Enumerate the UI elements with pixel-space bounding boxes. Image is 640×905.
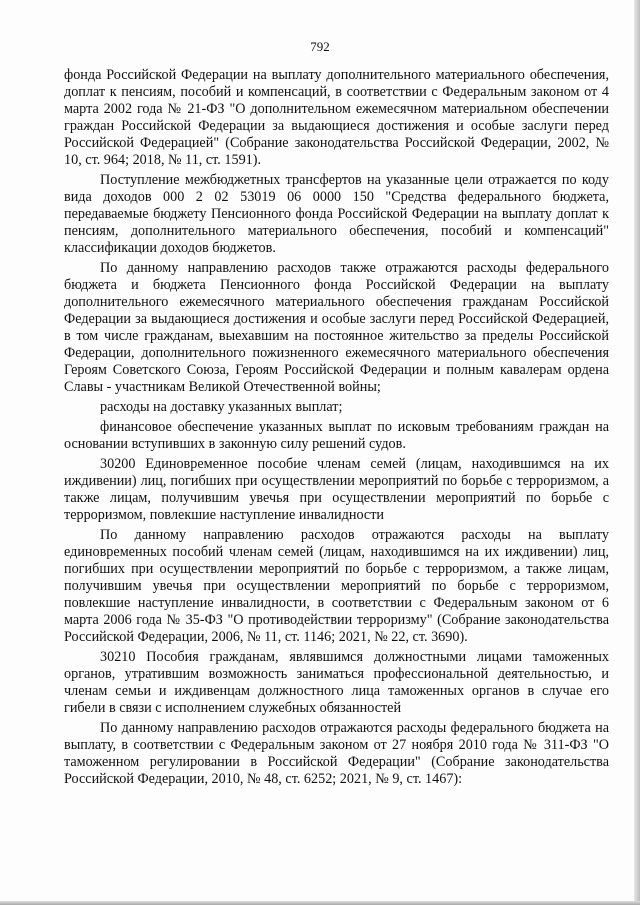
paragraph-intertransfers: Поступление межбюджетных трансфертов на указанные цели отражается по коду вида доходов 000 2 02 53019 06 0000 150 "Средства федерального бюджета, передаваемые бюджету Пенсионного фонда Российской Федерации на выплату доплат к пенсиям, дополнительного материального обеспечения, пособий и компенсаций" классификации доходов бюджетов. <box>64 172 609 256</box>
section-30200-heading: 30200 Единовременное пособие членам семей (лицам, находившимся на их иждивении) лиц, погибших при осуществлении мероприятий по борьбе с терроризмом, а также лицам, получившим увечья при осуществлении мероприятий по борьбе с терроризмом, повлекшие наступление инвалидности <box>64 456 609 523</box>
paragraph-delivery: расходы на доставку указанных выплат; <box>100 399 343 415</box>
paragraph-30210-body: По данному направлению расходов отражаются расходы федерального бюджета на выплату, в соответствии с Федеральным законом от 27 ноября 2010 года № 311-ФЗ "О таможенном регулировании в Российской Федерации" (Собрание законодательства Российской Федерации, 2010, № 48, ст. 6252; 2021, № 9, ст. 1467): <box>64 720 609 787</box>
paragraph-continuation: фонда Российской Федерации на выплату дополнительного материального обеспечения, доплат к пенсиям, пособий и компенсаций, в соответствии с Федеральным законом от 4 марта 2002 года № 21-ФЗ "О дополнительном ежемесячном материальном обеспечении граждан Российской Федерации за выдающиеся достижения и особые заслуги перед Российской Федерацией" (Собрание законодательства Российской Федерации, 2002, № 10, ст. 964; 2018, № 11, ст. 1591). <box>64 67 609 168</box>
page-number: 792 <box>310 39 330 54</box>
document-body <box>64 67 609 788</box>
scan-edge-right <box>634 0 640 905</box>
scan-edge-bottom <box>0 901 640 905</box>
section-30210-heading: 30210 Пособия гражданам, являвшимся должностными лицами таможенных органов, утратившим возможность заниматься профессиональной деятельностью, и членам семьи и иждивенцам должностного лица таможенных органов в случае его гибели в связи с исполнением служебных обязанностей <box>64 649 609 716</box>
paragraph-expenses-direction: По данному направлению расходов также отражаются расходы федерального бюджета и бюджета Пенсионного фонда Российской Федерации на выплату дополнительного ежемесячного материального обеспечения гражданам Российской Федерации за выдающиеся достижения и особые заслуги перед Российской Федерацией, в том числе гражданам, выехавшим на постоянное жительство за пределы Российской Федерации, дополнительного пожизненного ежемесячного материального обеспечения Героям Советского Союза, Героям Российской Федерации и полным кавалерам ордена Славы - участникам Великой Отечественной войны; <box>64 260 609 395</box>
paragraph-financing: финансовое обеспечение указанных выплат по исковым требованиям граждан на основании вступивших в законную силу решений судов. <box>64 419 609 452</box>
paragraph-30200-body: По данному направлению расходов отражаются расходы на выплату единовременных пособий членам семей (лицам, находившимся на их иждивении) лиц, погибших при осуществлении мероприятий по борьбе с терроризмом, а также лицам, получившим увечья при осуществлении мероприятий по борьбе с терроризмом, повлекшие наступление инвалидности, в соответствии с Федеральным законом от 6 марта 2006 года № 35-ФЗ "О противодействии терроризму" (Собрание законодательства Российской Федерации, 2006, № 11, ст. 1146; 2021, № 22, ст. 3690). <box>64 527 609 645</box>
